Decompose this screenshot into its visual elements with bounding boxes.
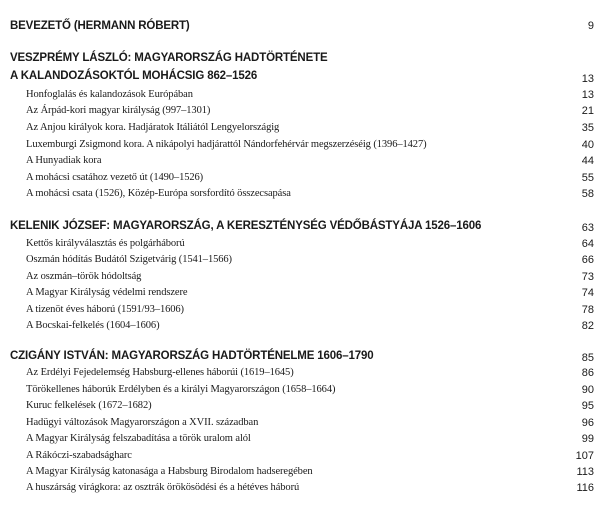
entry-title: A tizenöt éves háború (1591/93–1606)	[26, 304, 184, 315]
toc-entry[interactable]	[0, 186, 608, 202]
entry-page-number: 64	[581, 238, 594, 250]
entry-page-number: 55	[581, 172, 594, 184]
entry-title: Az Erdélyi Fejedelemség Habsburg-ellenes háborúi (1619–1645)	[26, 367, 294, 378]
entry-page-number: 113	[576, 466, 594, 478]
entry-page-number: 90	[581, 384, 594, 396]
toc-section-heading[interactable]	[0, 348, 608, 364]
entry-page-number: 73	[581, 271, 594, 283]
toc-entry[interactable]	[0, 448, 608, 464]
entry-page-number: 107	[575, 450, 594, 462]
toc-entry[interactable]	[0, 318, 608, 334]
toc-section-heading-line1	[0, 50, 608, 66]
entry-title: A huszárság virágkora: az osztrák örökösödési és a hétéves háború	[26, 482, 300, 493]
entry-title: A Bocskai-felkelés (1604–1606)	[26, 320, 160, 331]
entry-page-number: 116	[576, 482, 594, 494]
entry-page-number: 40	[581, 139, 594, 151]
toc-section-heading[interactable]	[0, 18, 608, 34]
toc-entry[interactable]	[0, 120, 608, 136]
section-page-number: 13	[581, 73, 594, 85]
entry-page-number: 86	[581, 367, 594, 379]
toc-entry[interactable]	[0, 302, 608, 318]
toc-entry[interactable]	[0, 103, 608, 119]
entry-page-number: 74	[581, 287, 594, 299]
toc-entry[interactable]	[0, 170, 608, 186]
toc-entry[interactable]	[0, 464, 608, 480]
entry-page-number: 82	[581, 320, 594, 332]
entry-title: Az oszmán–török hódoltság	[26, 271, 142, 282]
toc-entry[interactable]	[0, 382, 608, 398]
section-heading-line: BEVEZETŐ (HERMANN RÓBERT)	[10, 20, 190, 32]
toc-entry[interactable]	[0, 269, 608, 285]
entry-title: Oszmán hódítás Budától Szigetvárig (1541–1566)	[26, 254, 232, 265]
section-heading-line: KELENIK JÓZSEF: MAGYARORSZÁG, A KERESZTÉNYSÉG VÉDŐBÁSTYÁJA 1526–1606	[10, 220, 482, 232]
toc-entry[interactable]	[0, 480, 608, 496]
entry-page-number: 66	[581, 254, 594, 266]
section-heading-line: A KALANDOZÁSOKTÓL MOHÁCSIG 862–1526	[10, 70, 258, 82]
entry-title: A Magyar Királyság katonasága a Habsburg Birodalom hadseregében	[26, 466, 313, 477]
section-page-number: 85	[581, 352, 594, 364]
entry-page-number: 99	[581, 433, 594, 445]
entry-page-number: 13	[581, 89, 594, 101]
entry-page-number: 78	[581, 304, 594, 316]
toc-entry[interactable]	[0, 398, 608, 414]
toc-section-heading[interactable]	[0, 68, 608, 84]
section-heading-line: VESZPRÉMY LÁSZLÓ: MAGYARORSZÁG HADTÖRTÉNETE	[10, 52, 328, 64]
toc-entry[interactable]	[0, 137, 608, 153]
entry-title: Az Anjou királyok kora. Hadjáratok Itáliától Lengyelországig	[26, 122, 280, 133]
entry-title: Kettős királyválasztás és polgárháború	[26, 238, 185, 249]
entry-title: Hadügyi változások Magyarországon a XVII. században	[26, 417, 259, 428]
entry-title: Kuruc felkelések (1672–1682)	[26, 400, 152, 411]
entry-title: Az Árpád-kori magyar királyság (997–1301)	[26, 105, 211, 116]
toc-entry[interactable]	[0, 431, 608, 447]
toc-entry[interactable]	[0, 365, 608, 381]
entry-title: Honfoglalás és kalandozások Európában	[26, 89, 193, 100]
toc-entry[interactable]	[0, 87, 608, 103]
toc-entry[interactable]	[0, 415, 608, 431]
toc-entry[interactable]	[0, 153, 608, 169]
section-heading-line: CZIGÁNY ISTVÁN: MAGYARORSZÁG HADTÖRTÉNELME 1606–1790	[10, 350, 374, 362]
entry-title: Törökellenes háborúk Erdélyben és a királyi Magyarországon (1658–1664)	[26, 384, 336, 395]
toc-entry[interactable]	[0, 285, 608, 301]
entry-title: A Hunyadiak kora	[26, 155, 102, 166]
entry-title: A Rákóczi-szabadságharc	[26, 450, 132, 461]
entry-page-number: 95	[581, 400, 594, 412]
section-page-number: 9	[587, 20, 594, 32]
entry-page-number: 35	[581, 122, 594, 134]
entry-title: A Magyar Királyság védelmi rendszere	[26, 287, 188, 298]
toc-entry[interactable]	[0, 236, 608, 252]
entry-page-number: 44	[581, 155, 594, 167]
entry-page-number: 21	[581, 105, 594, 117]
toc-section-heading[interactable]	[0, 218, 608, 234]
entry-title: A mohácsi csatához vezető út (1490–1526)	[26, 172, 204, 183]
entry-page-number: 58	[581, 188, 594, 200]
section-page-number: 63	[581, 222, 594, 234]
entry-page-number: 96	[581, 417, 594, 429]
entry-title: A mohácsi csata (1526), Közép-Európa sorsfordító összecsapása	[26, 188, 291, 199]
entry-title: Luxemburgi Zsigmond kora. A nikápolyi hadjárattól Nándorfehérvár megszerzéséig (1396–1427)	[26, 139, 427, 150]
entry-title: A Magyar Királyság felszabadítása a török uralom alól	[26, 433, 251, 444]
toc-entry[interactable]	[0, 252, 608, 268]
